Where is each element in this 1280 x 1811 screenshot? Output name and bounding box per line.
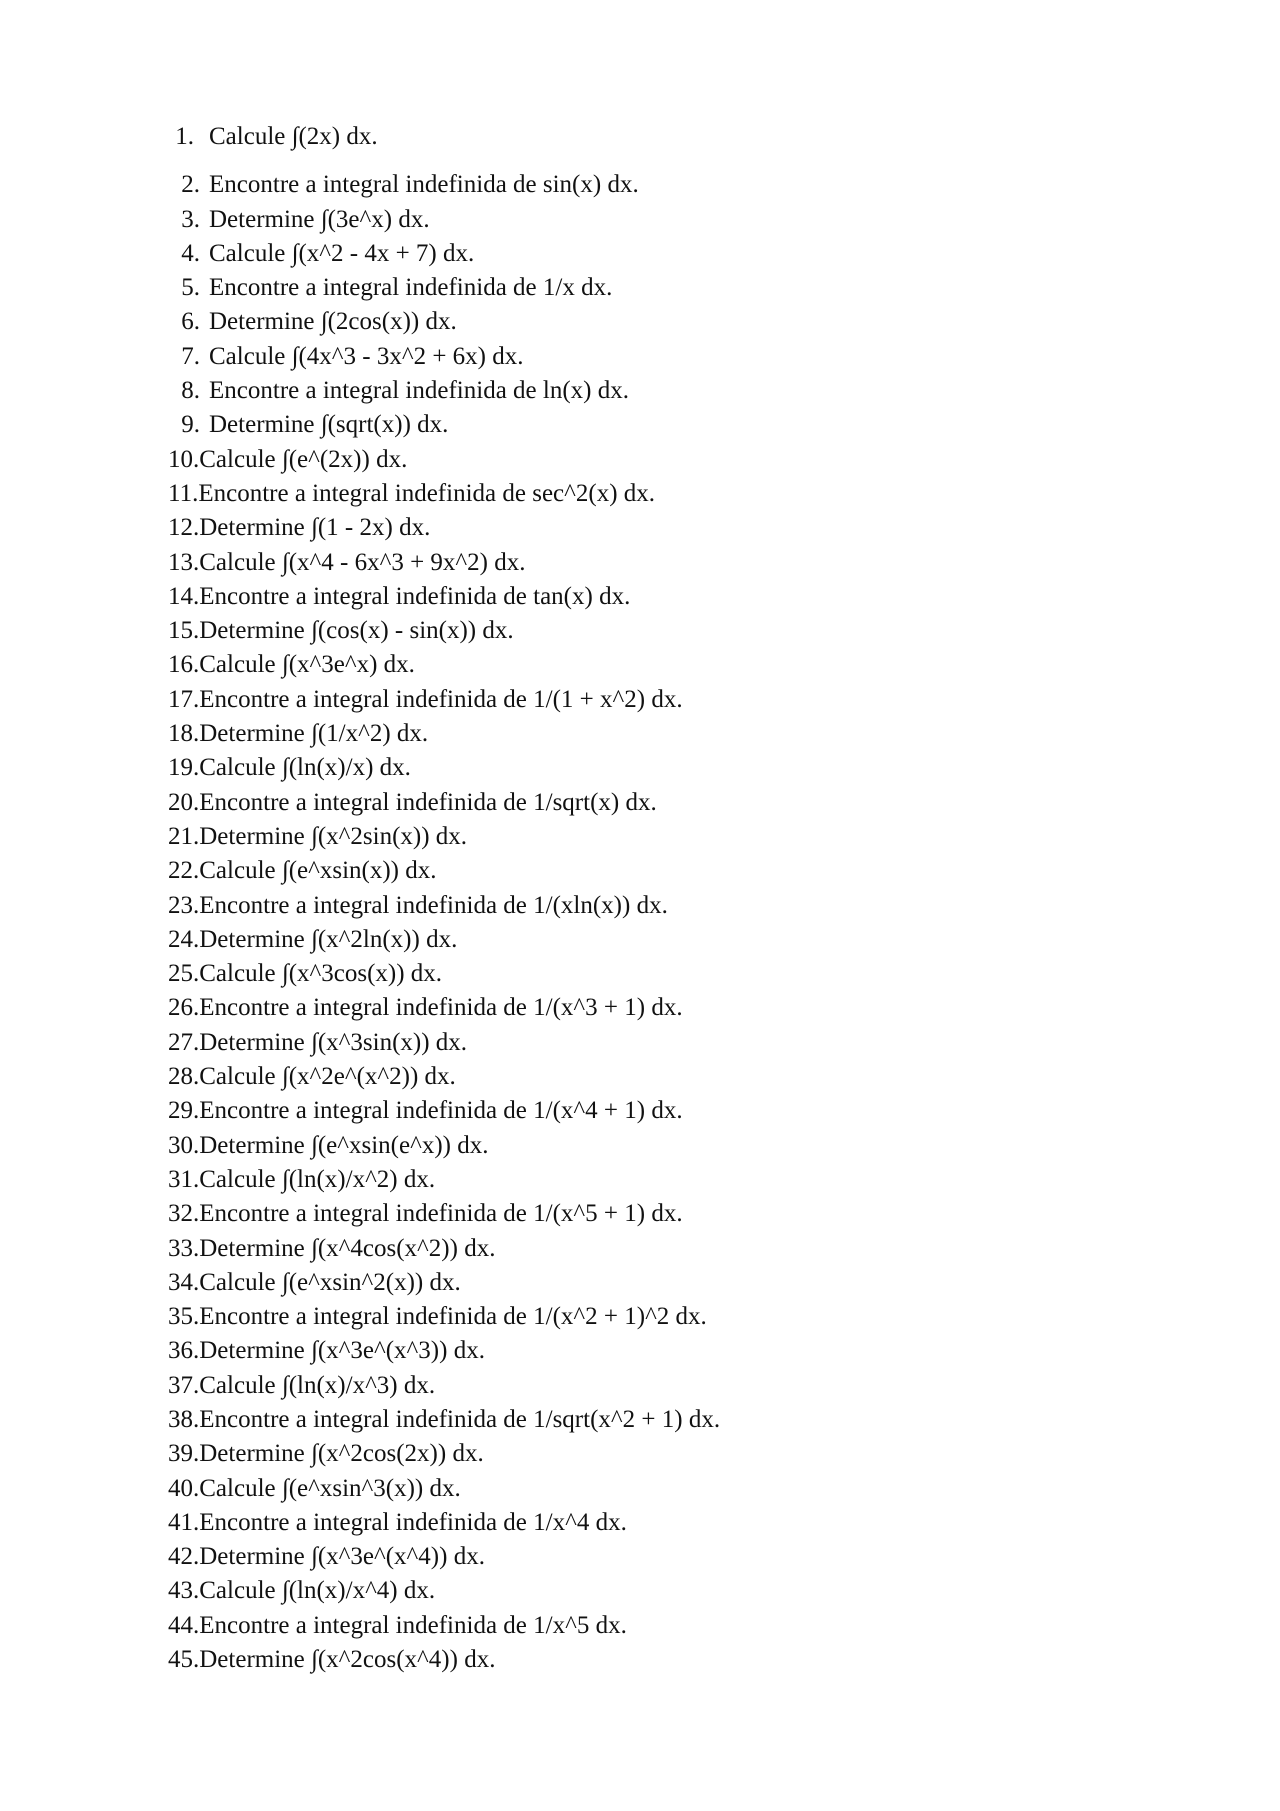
exercise-number: 28. [168,1063,200,1091]
exercise-item [160,120,720,154]
exercise-item [160,1403,720,1437]
exercise-list [160,120,720,1677]
exercise-number: 15. [168,617,200,645]
exercise-number: 9. [181,411,200,439]
exercise-number: 24. [168,925,200,953]
exercise-text: Determine ∫(e^xsin(e^x)) dx. [199,1131,489,1159]
exercise-text: Determine ∫(1/x^2) dx. [199,720,429,748]
exercise-text: Encontre a integral indefinida de 1/sqrt(x^2 + 1) dx. [199,1405,721,1433]
exercise-number: 45. [168,1646,200,1674]
exercise-number: 4. [181,239,200,267]
exercise-number: 5. [181,274,200,302]
exercise-text: Calcule ∫(ln(x)/x^2) dx. [199,1165,436,1193]
exercise-number: 32. [168,1200,200,1228]
exercise-number: 6. [181,308,200,336]
exercise-item [160,889,720,923]
exercise-item [160,1334,720,1368]
exercise-number: 37. [168,1371,200,1399]
exercise-text: Determine ∫(x^4cos(x^2)) dx. [199,1234,496,1262]
exercise-item [160,408,720,442]
exercise-number: 21. [168,822,200,850]
exercise-number: 13. [168,548,200,576]
exercise-number: 26. [168,994,200,1022]
exercise-text: Calcule ∫(2x) dx. [209,123,378,150]
exercise-number: 34. [168,1268,200,1296]
exercise-item [160,820,720,854]
exercise-item [160,1643,720,1677]
exercise-text: Calcule ∫(ln(x)/x^4) dx. [199,1577,436,1605]
exercise-text: Determine ∫(x^2ln(x)) dx. [199,925,458,953]
exercise-text: Encontre a integral indefinida de 1/sqrt(x) dx. [199,788,657,816]
exercise-text: Determine ∫(sqrt(x)) dx. [209,411,449,439]
exercise-number: 29. [168,1097,200,1125]
exercise-text: Encontre a integral indefinida de 1/(xln(x)) dx. [199,891,668,919]
exercise-item [160,614,720,648]
exercise-item [160,1540,720,1574]
exercise-item [160,923,720,957]
exercise-text: Encontre a integral indefinida de 1/(x^3 + 1) dx. [199,994,683,1022]
exercise-item [160,1609,720,1643]
exercise-number: 22. [168,857,200,885]
exercise-text: Calcule ∫(x^2 - 4x + 7) dx. [209,239,475,267]
exercise-number: 1. [175,123,194,150]
exercise-number: 31. [168,1165,200,1193]
exercise-item [160,683,720,717]
exercise-text: Encontre a integral indefinida de 1/x dx. [209,274,613,302]
exercise-item [160,1026,720,1060]
exercise-text: Determine ∫(x^3sin(x)) dx. [199,1028,468,1056]
exercise-item [160,305,720,339]
exercise-item [160,1060,720,1094]
exercise-text: Determine ∫(x^2sin(x)) dx. [199,822,468,850]
exercise-item [160,1197,720,1231]
exercise-text: Encontre a integral indefinida de 1/(x^2 + 1)^2 dx. [199,1303,707,1331]
exercise-number: 20. [168,788,200,816]
exercise-text: Calcule ∫(x^3cos(x)) dx. [199,960,443,988]
exercise-text: Encontre a integral indefinida de tan(x) dx. [199,582,631,610]
exercise-number: 35. [168,1303,200,1331]
exercise-number: 8. [181,377,200,405]
exercise-number: 23. [168,891,200,919]
exercise-text: Encontre a integral indefinida de 1/(1 + x^2) dx. [199,685,683,713]
exercise-item [160,1369,720,1403]
exercise-item [160,580,720,614]
exercise-item [160,1574,720,1608]
exercise-number: 3. [181,205,200,233]
exercise-item [160,957,720,991]
exercise-number: 16. [168,651,200,679]
exercise-item [160,854,720,888]
exercise-item [160,1437,720,1471]
exercise-item [160,786,720,820]
exercise-number: 25. [168,960,200,988]
exercise-text: Calcule ∫(ln(x)/x) dx. [199,754,411,782]
exercise-number: 43. [168,1577,200,1605]
exercise-item [160,1266,720,1300]
exercise-item [160,546,720,580]
exercise-text: Encontre a integral indefinida de sin(x) dx. [209,171,639,199]
exercise-text: Calcule ∫(e^xsin^3(x)) dx. [199,1474,461,1502]
exercise-number: 42. [168,1543,200,1571]
exercise-text: Determine ∫(x^3e^(x^4)) dx. [199,1543,485,1571]
exercise-item [160,374,720,408]
exercise-number: 10. [168,445,200,473]
exercise-text: Determine ∫(cos(x) - sin(x)) dx. [199,617,514,645]
exercise-text: Determine ∫(3e^x) dx. [209,205,430,233]
exercise-number: 11. [168,479,199,507]
exercise-item [160,1094,720,1128]
exercise-text: Calcule ∫(x^3e^x) dx. [199,651,415,679]
exercise-item [160,340,720,374]
exercise-item [160,237,720,271]
exercise-text: Calcule ∫(x^2e^(x^2)) dx. [199,1063,456,1091]
exercise-number: 27. [168,1028,200,1056]
exercise-text: Encontre a integral indefinida de 1/(x^4 + 1) dx. [199,1097,683,1125]
exercise-number: 12. [168,514,200,542]
exercise-text: Determine ∫(1 - 2x) dx. [199,514,431,542]
exercise-number: 36. [168,1337,200,1365]
exercise-text: Calcule ∫(e^(2x)) dx. [199,445,408,473]
exercise-number: 40. [168,1474,200,1502]
exercise-item [160,1163,720,1197]
exercise-text: Calcule ∫(e^xsin(x)) dx. [199,857,437,885]
exercise-number: 2. [181,171,200,199]
exercise-number: 18. [168,720,200,748]
exercise-text: Encontre a integral indefinida de sec^2(x) dx. [198,479,656,507]
exercise-text: Determine ∫(x^2cos(x^4)) dx. [199,1646,496,1674]
exercise-number: 14. [168,582,200,610]
exercise-number: 7. [181,342,200,370]
exercise-item [160,443,720,477]
exercise-number: 41. [168,1508,200,1536]
exercise-number: 17. [168,685,200,713]
exercise-text: Determine ∫(x^3e^(x^3)) dx. [199,1337,485,1365]
exercise-item [160,991,720,1025]
exercise-text: Calcule ∫(x^4 - 6x^3 + 9x^2) dx. [199,548,526,576]
exercise-text: Determine ∫(2cos(x)) dx. [209,308,457,336]
exercise-number: 19. [168,754,200,782]
exercise-item [160,511,720,545]
exercise-text: Determine ∫(x^2cos(2x)) dx. [199,1440,484,1468]
exercise-number: 30. [168,1131,200,1159]
exercise-text: Encontre a integral indefinida de 1/(x^5 + 1) dx. [199,1200,683,1228]
exercise-item [160,1472,720,1506]
exercise-item [160,271,720,305]
exercise-text: Calcule ∫(e^xsin^2(x)) dx. [199,1268,461,1296]
exercise-item [160,1129,720,1163]
exercise-text: Calcule ∫(ln(x)/x^3) dx. [199,1371,436,1399]
exercise-item [160,1232,720,1266]
exercise-number: 39. [168,1440,200,1468]
exercise-number: 44. [168,1611,200,1639]
exercise-item [160,203,720,237]
exercise-item [160,1300,720,1334]
exercise-item [160,751,720,785]
exercise-item [160,717,720,751]
exercise-text: Encontre a integral indefinida de 1/x^4 dx. [199,1508,627,1536]
exercise-text: Encontre a integral indefinida de 1/x^5 dx. [199,1611,627,1639]
exercise-text: Calcule ∫(4x^3 - 3x^2 + 6x) dx. [209,342,524,370]
exercise-item [160,477,720,511]
exercise-item [160,1506,720,1540]
exercise-number: 38. [168,1405,200,1433]
exercise-item [160,648,720,682]
exercise-text: Encontre a integral indefinida de ln(x) dx. [209,377,629,405]
exercise-number: 33. [168,1234,200,1262]
exercise-item [160,168,720,202]
